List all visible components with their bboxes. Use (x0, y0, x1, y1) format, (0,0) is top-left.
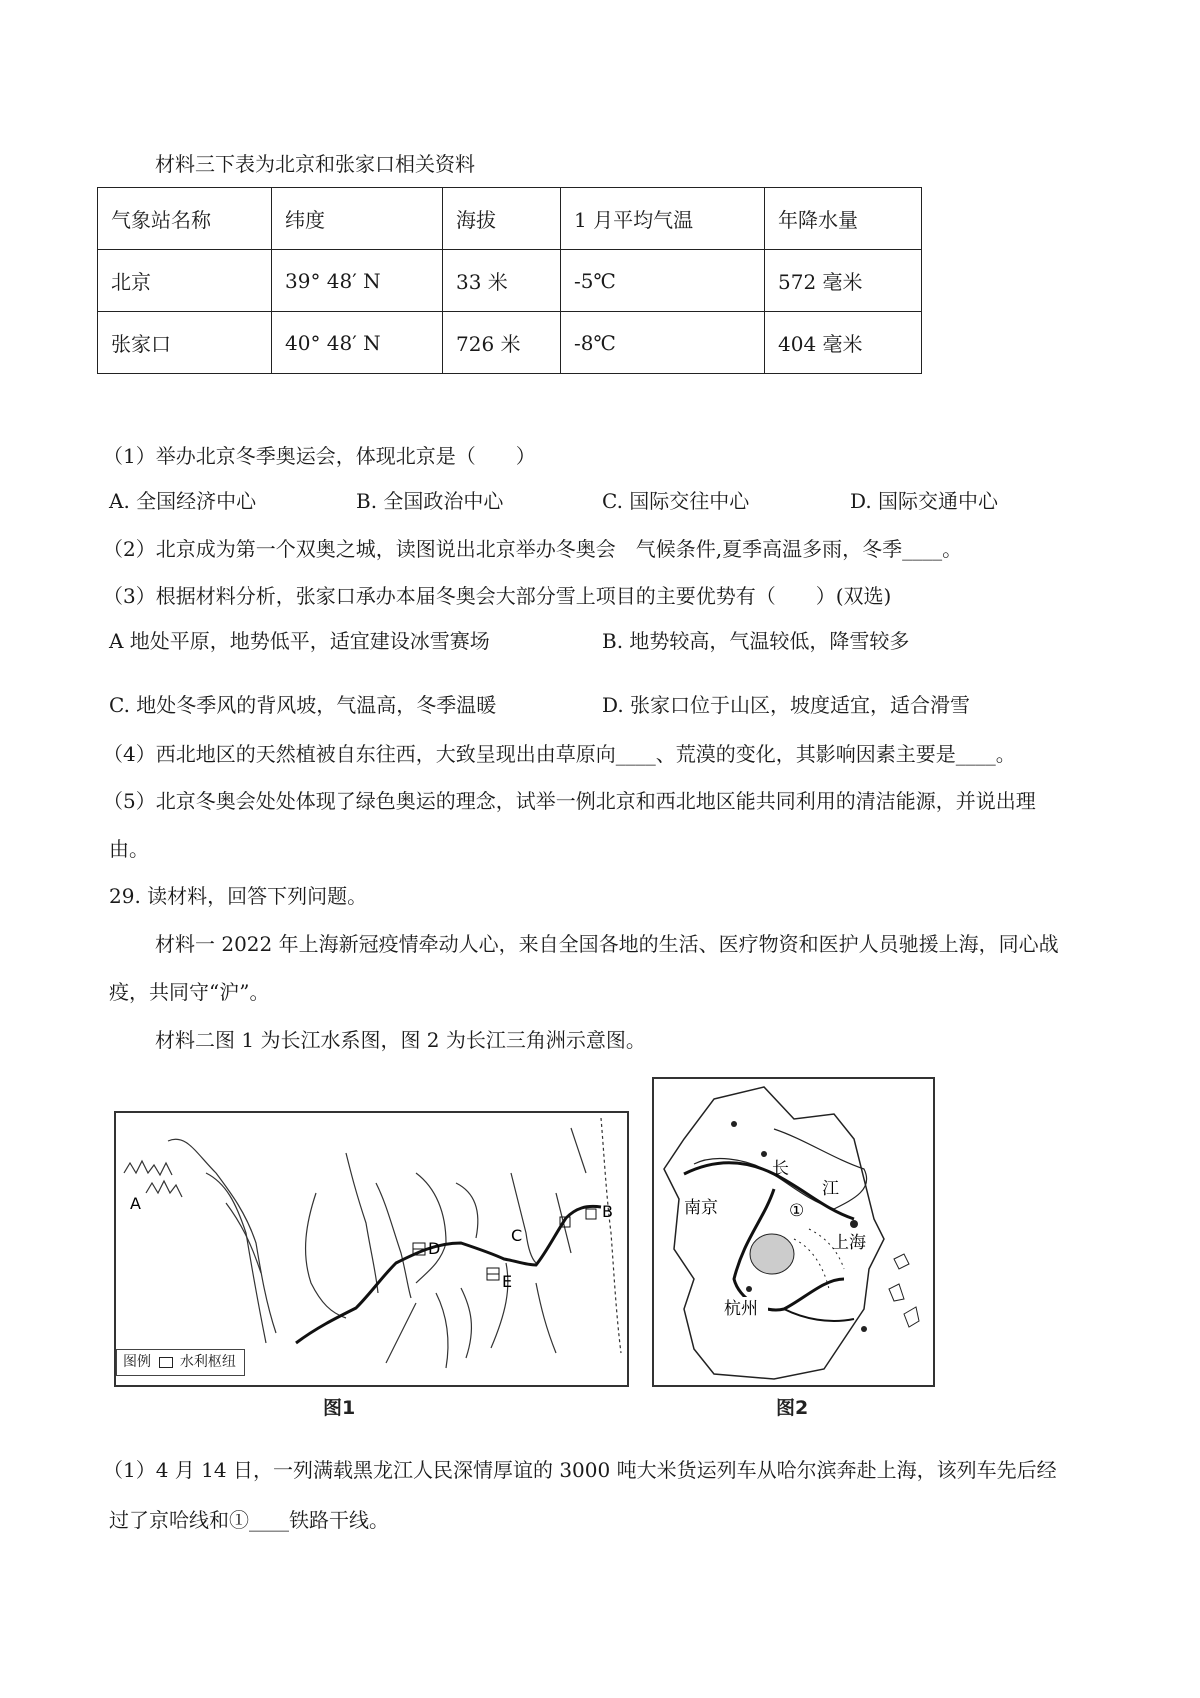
q1-option-a: A. 全国经济中心 (109, 489, 257, 513)
material3-intro: 材料三下表为北京和张家口相关资料 (155, 152, 475, 176)
table-row (98, 250, 922, 312)
question-4: （4）西北地区的天然植被自东往西，大致呈现出由草原向____、荒漠的变化，其影响因素主要是____。 (103, 742, 1016, 766)
map-label-nanjing: 南京 (684, 1198, 718, 1218)
map-label-shanghai: 上海 (832, 1233, 866, 1253)
climate-table (97, 187, 922, 374)
table-header-row (98, 188, 922, 250)
map-label-b: B (602, 1202, 613, 1221)
table-header-cell: 海拔 (443, 188, 561, 250)
table-cell: 572 毫米 (765, 250, 922, 312)
table-header-cell: 气象站名称 (98, 188, 272, 250)
map-label-chang: 长 (772, 1159, 789, 1179)
map-label-jiang: 江 (822, 1179, 839, 1199)
table-cell: -8℃ (561, 312, 765, 374)
table-cell: 张家口 (98, 312, 272, 374)
figure-2-caption: 图2 (776, 1397, 809, 1419)
q3-option-b: B. 地势较高，气温较低，降雪较多 (602, 629, 910, 653)
yangtze-river-map (116, 1113, 627, 1385)
material-2: 材料二图 1 为长江水系图，图 2 为长江三角洲示意图。 (155, 1028, 646, 1052)
table-cell: 33 米 (443, 250, 561, 312)
q1-option-b: B. 全国政治中心 (356, 489, 504, 513)
figure-2-map (652, 1077, 935, 1387)
map-label-a: A (130, 1194, 141, 1213)
map-label-hangzhou: 杭州 (724, 1299, 758, 1319)
table-cell: 北京 (98, 250, 272, 312)
question-29-1-line-1: （1）4 月 14 日，一列满载黑龙江人民深情厚谊的 3000 吨大米货运列车从哈尔滨奔赴上海，该列车先后经 (103, 1458, 1057, 1482)
legend-title: 图例 (123, 1354, 151, 1370)
question-5-line-2: 由。 (109, 837, 149, 861)
figure-1-map (114, 1111, 629, 1387)
map-label-e: E (502, 1272, 513, 1291)
map-label-d: D (428, 1239, 441, 1258)
q3-option-c: C. 地处冬季风的背风坡，气温高，冬季温暖 (109, 693, 497, 717)
table-header-cell: 1 月平均气温 (561, 188, 765, 250)
question-29-title: 29. 读材料，回答下列问题。 (109, 884, 368, 908)
table-cell: 40° 48′ N (272, 312, 443, 374)
q3-option-a: A 地处平原，地势低平，适宜建设冰雪赛场 (109, 629, 490, 653)
figure-1-caption: 图1 (323, 1397, 356, 1419)
legend-item: 水利枢纽 (179, 1354, 236, 1370)
map-legend (116, 1349, 245, 1376)
question-3-stem: （3）根据材料分析，张家口承办本届冬奥会大部分雪上项目的主要优势有（ ）(双选) (103, 584, 892, 608)
q1-option-d: D. 国际交通中心 (850, 489, 999, 513)
material-1-line-2: 疫，共同守“沪”。 (109, 980, 270, 1004)
map-label-c: C (511, 1226, 523, 1245)
material-1-line-1: 材料一 2022 年上海新冠疫情牵动人心，来自全国各地的生活、医疗物资和医护人员驰援上海，同心战 (155, 932, 1059, 956)
q1-option-c: C. 国际交往中心 (602, 489, 750, 513)
dam-icon (159, 1357, 173, 1368)
circle-1-label: ① (789, 1201, 805, 1221)
table-cell: -5℃ (561, 250, 765, 312)
table-cell: 39° 48′ N (272, 250, 443, 312)
table-cell: 404 毫米 (765, 312, 922, 374)
question-2: （2）北京成为第一个双奥之城，读图说出北京举办冬奥会 气候条件,夏季高温多雨，冬季____。 (103, 537, 963, 561)
table-header-cell: 年降水量 (765, 188, 922, 250)
table-cell: 726 米 (443, 312, 561, 374)
table-header-cell: 纬度 (272, 188, 443, 250)
question-29-1-line-2: 过了京哈线和①____铁路干线。 (109, 1508, 389, 1532)
table-row (98, 312, 922, 374)
question-1-stem: （1）举办北京冬季奥运会，体现北京是（ ） (103, 444, 536, 468)
q3-option-d: D. 张家口位于山区，坡度适宜，适合滑雪 (602, 693, 971, 717)
yangtze-delta-map (654, 1079, 933, 1385)
question-5-line-1: （5）北京冬奥会处处体现了绿色奥运的理念，试举一例北京和西北地区能共同利用的清洁能源，并说出理 (103, 789, 1036, 813)
